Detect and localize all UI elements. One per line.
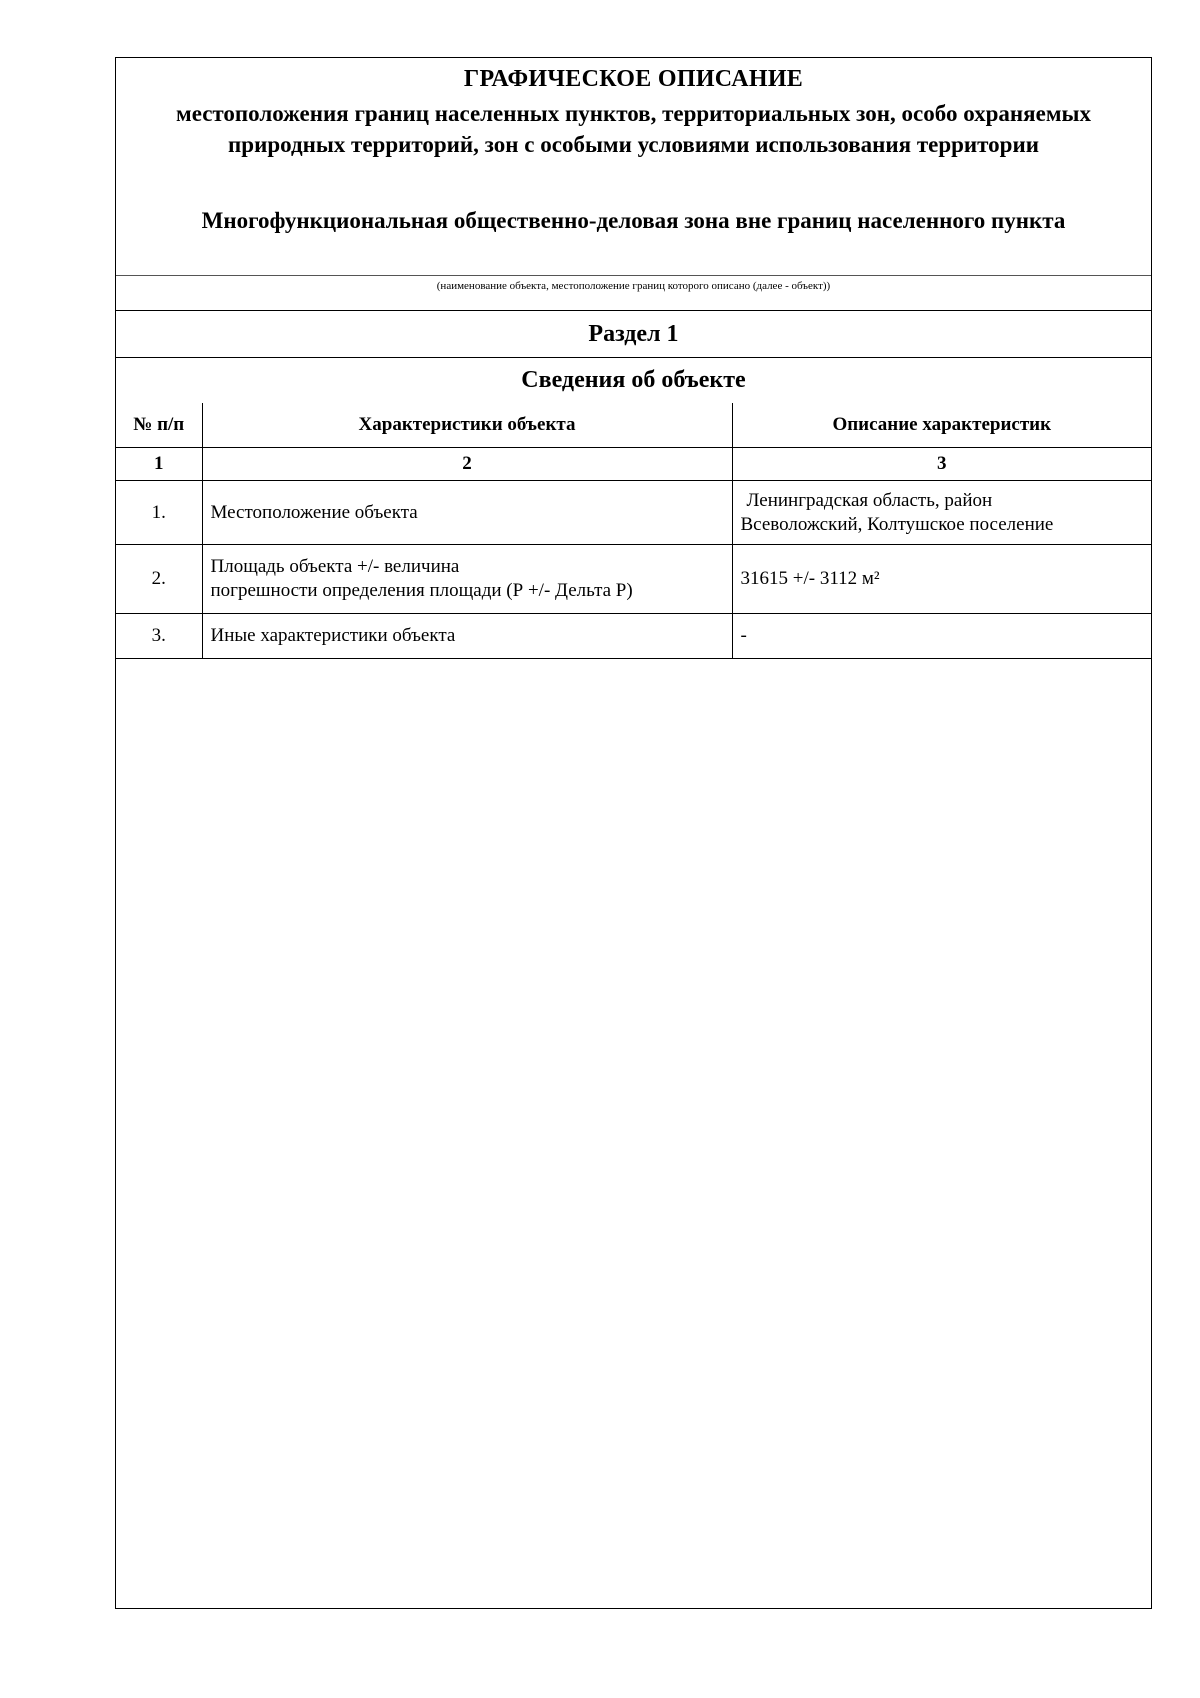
column-header: № п/п <box>116 403 202 448</box>
row-characteristic <box>202 545 732 614</box>
row-description: - <box>732 614 1151 659</box>
row-number: 3. <box>116 614 202 659</box>
document-subtitle: местоположения границ населенных пунктов, территориальных зон, особо охраняемых природных территорий, зон с особыми условиями использования территории <box>176 101 1091 157</box>
column-number: 3 <box>732 448 1151 481</box>
row-description: 31615 +/- 3112 м² <box>732 545 1151 614</box>
row-characteristic-line: Площадь объекта +/- величина <box>210 556 460 577</box>
section-title: Сведения об объекте <box>521 367 746 393</box>
document-frame <box>115 57 1152 1609</box>
object-name: Многофункциональная общественно-деловая зона вне границ населенного пункта <box>201 208 1066 233</box>
table-row <box>116 614 1151 659</box>
row-description-line: Ленинградская область, район <box>746 489 993 511</box>
column-header: Характеристики объекта <box>202 403 732 448</box>
column-number-row <box>116 448 1151 481</box>
row-characteristic-line: погрешности определения площади (Р +/- Дельта Р) <box>210 580 633 601</box>
row-description <box>732 481 1151 545</box>
object-caption: (наименование объекта, местоположение границ которого описано (далее - объект)) <box>436 280 831 292</box>
section-number: Раздел 1 <box>588 321 679 347</box>
document-title: ГРАФИЧЕСКОЕ ОПИСАНИЕ <box>463 66 804 92</box>
document-header <box>116 58 1151 276</box>
column-number: 2 <box>202 448 732 481</box>
table-row <box>116 481 1151 545</box>
row-characteristic: Иные характеристики объекта <box>202 614 732 659</box>
row-number: 1. <box>116 481 202 545</box>
object-info-table <box>116 403 1151 659</box>
row-characteristic: Местоположение объекта <box>202 481 732 545</box>
column-header: Описание характеристик <box>732 403 1151 448</box>
row-number: 2. <box>116 545 202 614</box>
column-number: 1 <box>116 448 202 481</box>
row-description-line: Всеволожский, Колтушское поселение <box>740 513 1054 535</box>
table-row <box>116 545 1151 614</box>
divider <box>116 275 1151 276</box>
table-header-row <box>116 403 1151 448</box>
